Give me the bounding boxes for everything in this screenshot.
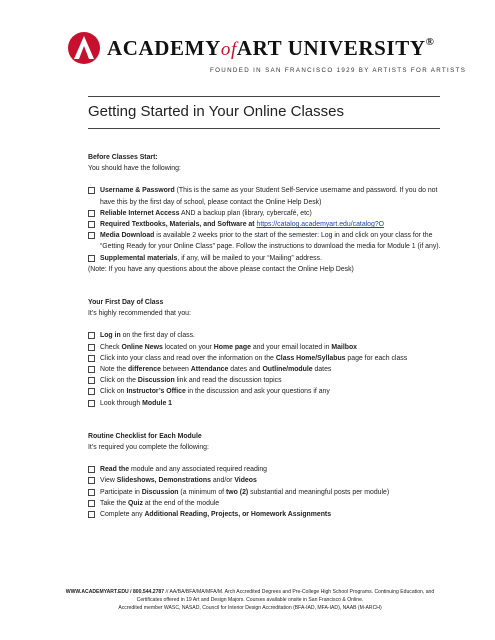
checklist-item: Participate in Discussion (a minimum of two (2) substantial and meaningful posts per module) [88,487,448,498]
page-title: Getting Started in Your Online Classes [88,103,344,120]
section-heading: Before Classes Start: [88,154,158,161]
catalog-link[interactable]: https://catalog.academyart.edu/catalog?O [256,221,385,229]
checklist-item: Complete any Additional Reading, Projects, or Homework Assignments [88,509,448,520]
checklist-item: View Slideshows, Demonstrations and/or Videos [88,475,448,486]
divider [88,96,440,97]
document-body [88,152,448,520]
checkbox-icon [88,400,95,407]
checkbox-icon [88,388,95,395]
divider [88,128,440,129]
checkbox-icon [88,210,95,217]
checklist-item: Check Online News located on your Home page and your email located in Mailbox [88,342,448,353]
checkbox-icon [88,221,95,228]
triangle-logo-icon [67,30,101,70]
checklist-item: Log in on the first day of class. [88,330,448,341]
checklist-item: Take the Quiz at the end of the module [88,498,448,509]
checklist-item: Username & Password (This is the same as your Student Self-Service username and password. If you do not have this by the first day of school, please contact the Online Help Desk) [88,185,448,207]
section-intro: You should have the following: [88,165,181,173]
section-intro: It’s highly recommended that you: [88,310,191,318]
section-heading: Routine Checklist for Each Module [88,432,202,440]
checkbox-icon [88,466,95,473]
checklist-item: Read the module and any associated required reading [88,464,448,475]
university-name: ACADEMYofART UNIVERSITY® [107,36,435,60]
checkbox-icon [88,255,95,262]
checkbox-icon [88,500,95,507]
section-heading: Your First Day of Class [88,299,164,307]
checkbox-icon [88,489,95,496]
tagline: FOUNDED IN SAN FRANCISCO 1929 BY ARTISTS FOR ARTISTS [210,67,467,74]
checkbox-icon [88,187,95,194]
checkbox-icon [88,377,95,384]
note: (Note: If you have any questions about the above please contact the Online Help Desk) [88,265,354,273]
checklist-item: Reliable Internet Access AND a backup plan (library, cybercafé, etc) [88,208,448,219]
checkbox-icon [88,477,95,484]
checkbox-icon [88,366,95,373]
checklist-item: Required Textbooks, Materials, and Software at https://catalog.academyart.edu/catalog?O [88,219,448,230]
checklist-item: Look through Module 1 [88,398,448,409]
checklist-item: Supplemental materials, if any, will be mailed to your “Mailing” address. [88,253,448,264]
checklist-item: Click on the Discussion link and read the discussion topics [88,375,448,386]
university-logo [67,30,467,70]
checkbox-icon [88,511,95,518]
checklist-item: Note the difference between Attendance dates and Outline/module dates [88,364,448,375]
section-intro: It’s required you complete the following: [88,444,209,452]
checklist-item: Click into your class and read over the information on the Class Home/Syllabus page for each class [88,353,448,364]
checklist-item: Media Download is available 2 weeks prior to the start of the semester: Log in and click on your class for the [88,230,448,241]
checklist-item: Click on Instructor’s Office in the discussion and ask your questions if any [88,386,448,397]
checkbox-icon [88,344,95,351]
footer: WWW.ACADEMYART.EDU / 800.544.2787 // AA/BA/BFA/MA/MFA/M. Arch Accredited Degrees and Pre-College High School Programs. Continuing Education, and Certificates offered in 19 Art and Design Majors. Courses available onsite in San Francisco & Online. Accredited member WASC, NASAD, Council for Interior Design Accreditation (BFA-IAD, MFA-IAD), NAAB (M-ARCH) [65,589,435,611]
checkbox-icon [88,232,95,239]
item-continuation: “Getting Ready for your Online Class” page. Follow the instructions to download the media for Module 1 (if any). [100,243,441,251]
checkbox-icon [88,355,95,362]
checkbox-icon [88,332,95,339]
